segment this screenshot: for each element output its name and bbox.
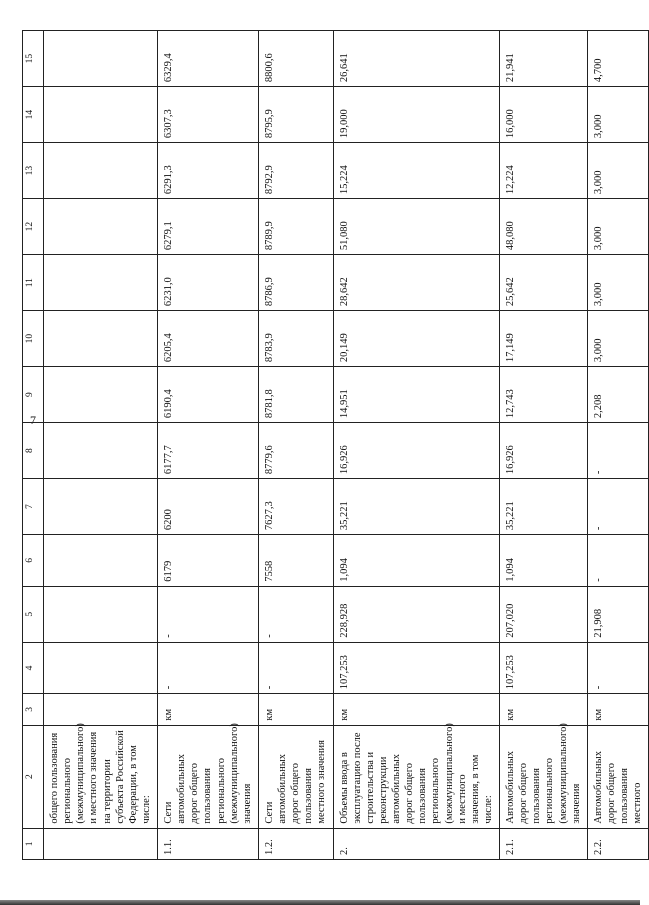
table-cell: 35,221 — [333, 479, 500, 535]
table-cell: 6279,1 — [158, 199, 259, 255]
table-cell: 15,224 — [333, 143, 500, 199]
table-cell: 6177,7 — [158, 423, 259, 479]
table-cell: 1.1. — [158, 828, 259, 859]
table-cell: 228,928 — [333, 586, 500, 642]
table-cell: 35,221 — [500, 479, 588, 535]
table-cell: - — [587, 535, 649, 587]
table-cell: 25,642 — [500, 255, 588, 311]
table-cell: 8795,9 — [258, 87, 333, 143]
table-cell: 8779,6 — [258, 423, 333, 479]
header-cell: 12 — [23, 199, 44, 255]
table-cell: 2.2. — [587, 828, 649, 859]
header-cell: 11 — [23, 255, 44, 311]
table-row — [158, 31, 259, 860]
table-cell: - — [587, 479, 649, 535]
table-cell: Объемы ввода в эксплуатацию после строительства и реконструкции автомобильных дорог общего пользования регионального (межмуниципального) и местного значения, в том числе: — [333, 725, 500, 828]
rotated-page — [22, 53, 644, 860]
table-cell: 2.1. — [500, 828, 588, 859]
table-cell: 6291,3 — [158, 143, 259, 199]
table-cell: 20,149 — [333, 311, 500, 367]
table-cell: Сети автомобильных дорог общего пользования регионального (межмуниципального) значения — [158, 725, 259, 828]
table-cell: км — [258, 694, 333, 725]
table-cell: 16,926 — [333, 423, 500, 479]
scan-bottom-edge — [0, 900, 640, 905]
table-cell: Автомобильных дорог общего пользования регионального (межмуниципального) значения — [500, 725, 588, 828]
table-cell: 6329,4 — [158, 31, 259, 87]
table-cell: 17,149 — [500, 311, 588, 367]
table-cell: - — [158, 586, 259, 642]
table-cell — [44, 311, 158, 367]
header-cell: 4 — [23, 642, 44, 694]
table-cell: 8789,9 — [258, 199, 333, 255]
table-cell: 7627,3 — [258, 479, 333, 535]
table-cell: км — [587, 694, 649, 725]
table-cell: 107,253 — [500, 642, 588, 694]
table-cell: 6205,4 — [158, 311, 259, 367]
table-cell — [44, 143, 158, 199]
table-cell: 3,000 — [587, 199, 649, 255]
table-cell — [44, 479, 158, 535]
table-cell: - — [258, 586, 333, 642]
table-cell: 1,094 — [500, 535, 588, 587]
table-cell: 16,926 — [500, 423, 588, 479]
table-cell: 8781,8 — [258, 367, 333, 423]
table-cell — [44, 31, 158, 87]
table-cell: 21,941 — [500, 31, 588, 87]
table-cell: 6231,0 — [158, 255, 259, 311]
data-table — [22, 30, 649, 860]
table-cell: 8800,6 — [258, 31, 333, 87]
table-row — [500, 31, 588, 860]
header-cell: 1 — [23, 828, 44, 859]
header-cell: 13 — [23, 143, 44, 199]
table-cell — [44, 694, 158, 725]
table-cell: км — [333, 694, 500, 725]
header-row — [23, 31, 44, 860]
table-cell: Сети автомобильных дорог общего пользования местного значения — [258, 725, 333, 828]
table-cell: - — [158, 642, 259, 694]
table-cell — [44, 367, 158, 423]
table-cell: 3,000 — [587, 87, 649, 143]
table-cell: 8786,9 — [258, 255, 333, 311]
header-cell: 5 — [23, 586, 44, 642]
header-cell: 15 — [23, 31, 44, 87]
table-cell: 48,080 — [500, 199, 588, 255]
table-cell — [44, 255, 158, 311]
table-cell: 21,908 — [587, 586, 649, 642]
table-cell: 2. — [333, 828, 500, 859]
table-cell — [44, 87, 158, 143]
table-cell: 4,700 — [587, 31, 649, 87]
table-cell: - — [587, 423, 649, 479]
header-cell: 6 — [23, 535, 44, 587]
page-number: 7 — [30, 413, 36, 427]
table-cell: 28,642 — [333, 255, 500, 311]
table-cell: 12,743 — [500, 367, 588, 423]
table-cell: 1,094 — [333, 535, 500, 587]
table-cell: Автомобильных дорог общего пользования местного — [587, 725, 649, 828]
table-cell: 3,000 — [587, 143, 649, 199]
header-cell: 2 — [23, 725, 44, 828]
table-cell — [44, 199, 158, 255]
header-cell: 10 — [23, 311, 44, 367]
table-cell — [44, 423, 158, 479]
table-cell: 8792,9 — [258, 143, 333, 199]
table-cell: 3,000 — [587, 255, 649, 311]
table-cell: 1.2. — [258, 828, 333, 859]
table-row — [333, 31, 500, 860]
table-cell: 26,641 — [333, 31, 500, 87]
table-cell: км — [158, 694, 259, 725]
table-cell: 6179 — [158, 535, 259, 587]
table-row — [587, 31, 649, 860]
table-cell: км — [500, 694, 588, 725]
table-cell: 3,000 — [587, 311, 649, 367]
header-cell: 14 — [23, 87, 44, 143]
table-cell: 6200 — [158, 479, 259, 535]
table-cell: 19,000 — [333, 87, 500, 143]
table-cell — [44, 642, 158, 694]
header-cell: 7 — [23, 479, 44, 535]
table-cell — [44, 828, 158, 859]
table-cell: 12,224 — [500, 143, 588, 199]
table-cell: 51,080 — [333, 199, 500, 255]
table-cell: - — [258, 642, 333, 694]
table-cell — [44, 586, 158, 642]
table-cell: общего пользования регионального (межмуниципального) и местного значения на территории субъекта Российской Федерации, в том числе: — [44, 725, 158, 828]
table-row — [258, 31, 333, 860]
table-cell: 7558 — [258, 535, 333, 587]
table-cell: 107,253 — [333, 642, 500, 694]
table-row — [44, 31, 158, 860]
table-cell: 2,208 — [587, 367, 649, 423]
header-cell: 3 — [23, 694, 44, 725]
table-cell: 16,000 — [500, 87, 588, 143]
header-cell: 8 — [23, 423, 44, 479]
table-cell: 6307,3 — [158, 87, 259, 143]
table-cell: 14,951 — [333, 367, 500, 423]
table-cell — [44, 535, 158, 587]
table-cell: 6190,4 — [158, 367, 259, 423]
table-cell: 8783,9 — [258, 311, 333, 367]
table-cell: - — [587, 642, 649, 694]
header-cell: 9 — [23, 367, 44, 423]
table-cell: 207,020 — [500, 586, 588, 642]
